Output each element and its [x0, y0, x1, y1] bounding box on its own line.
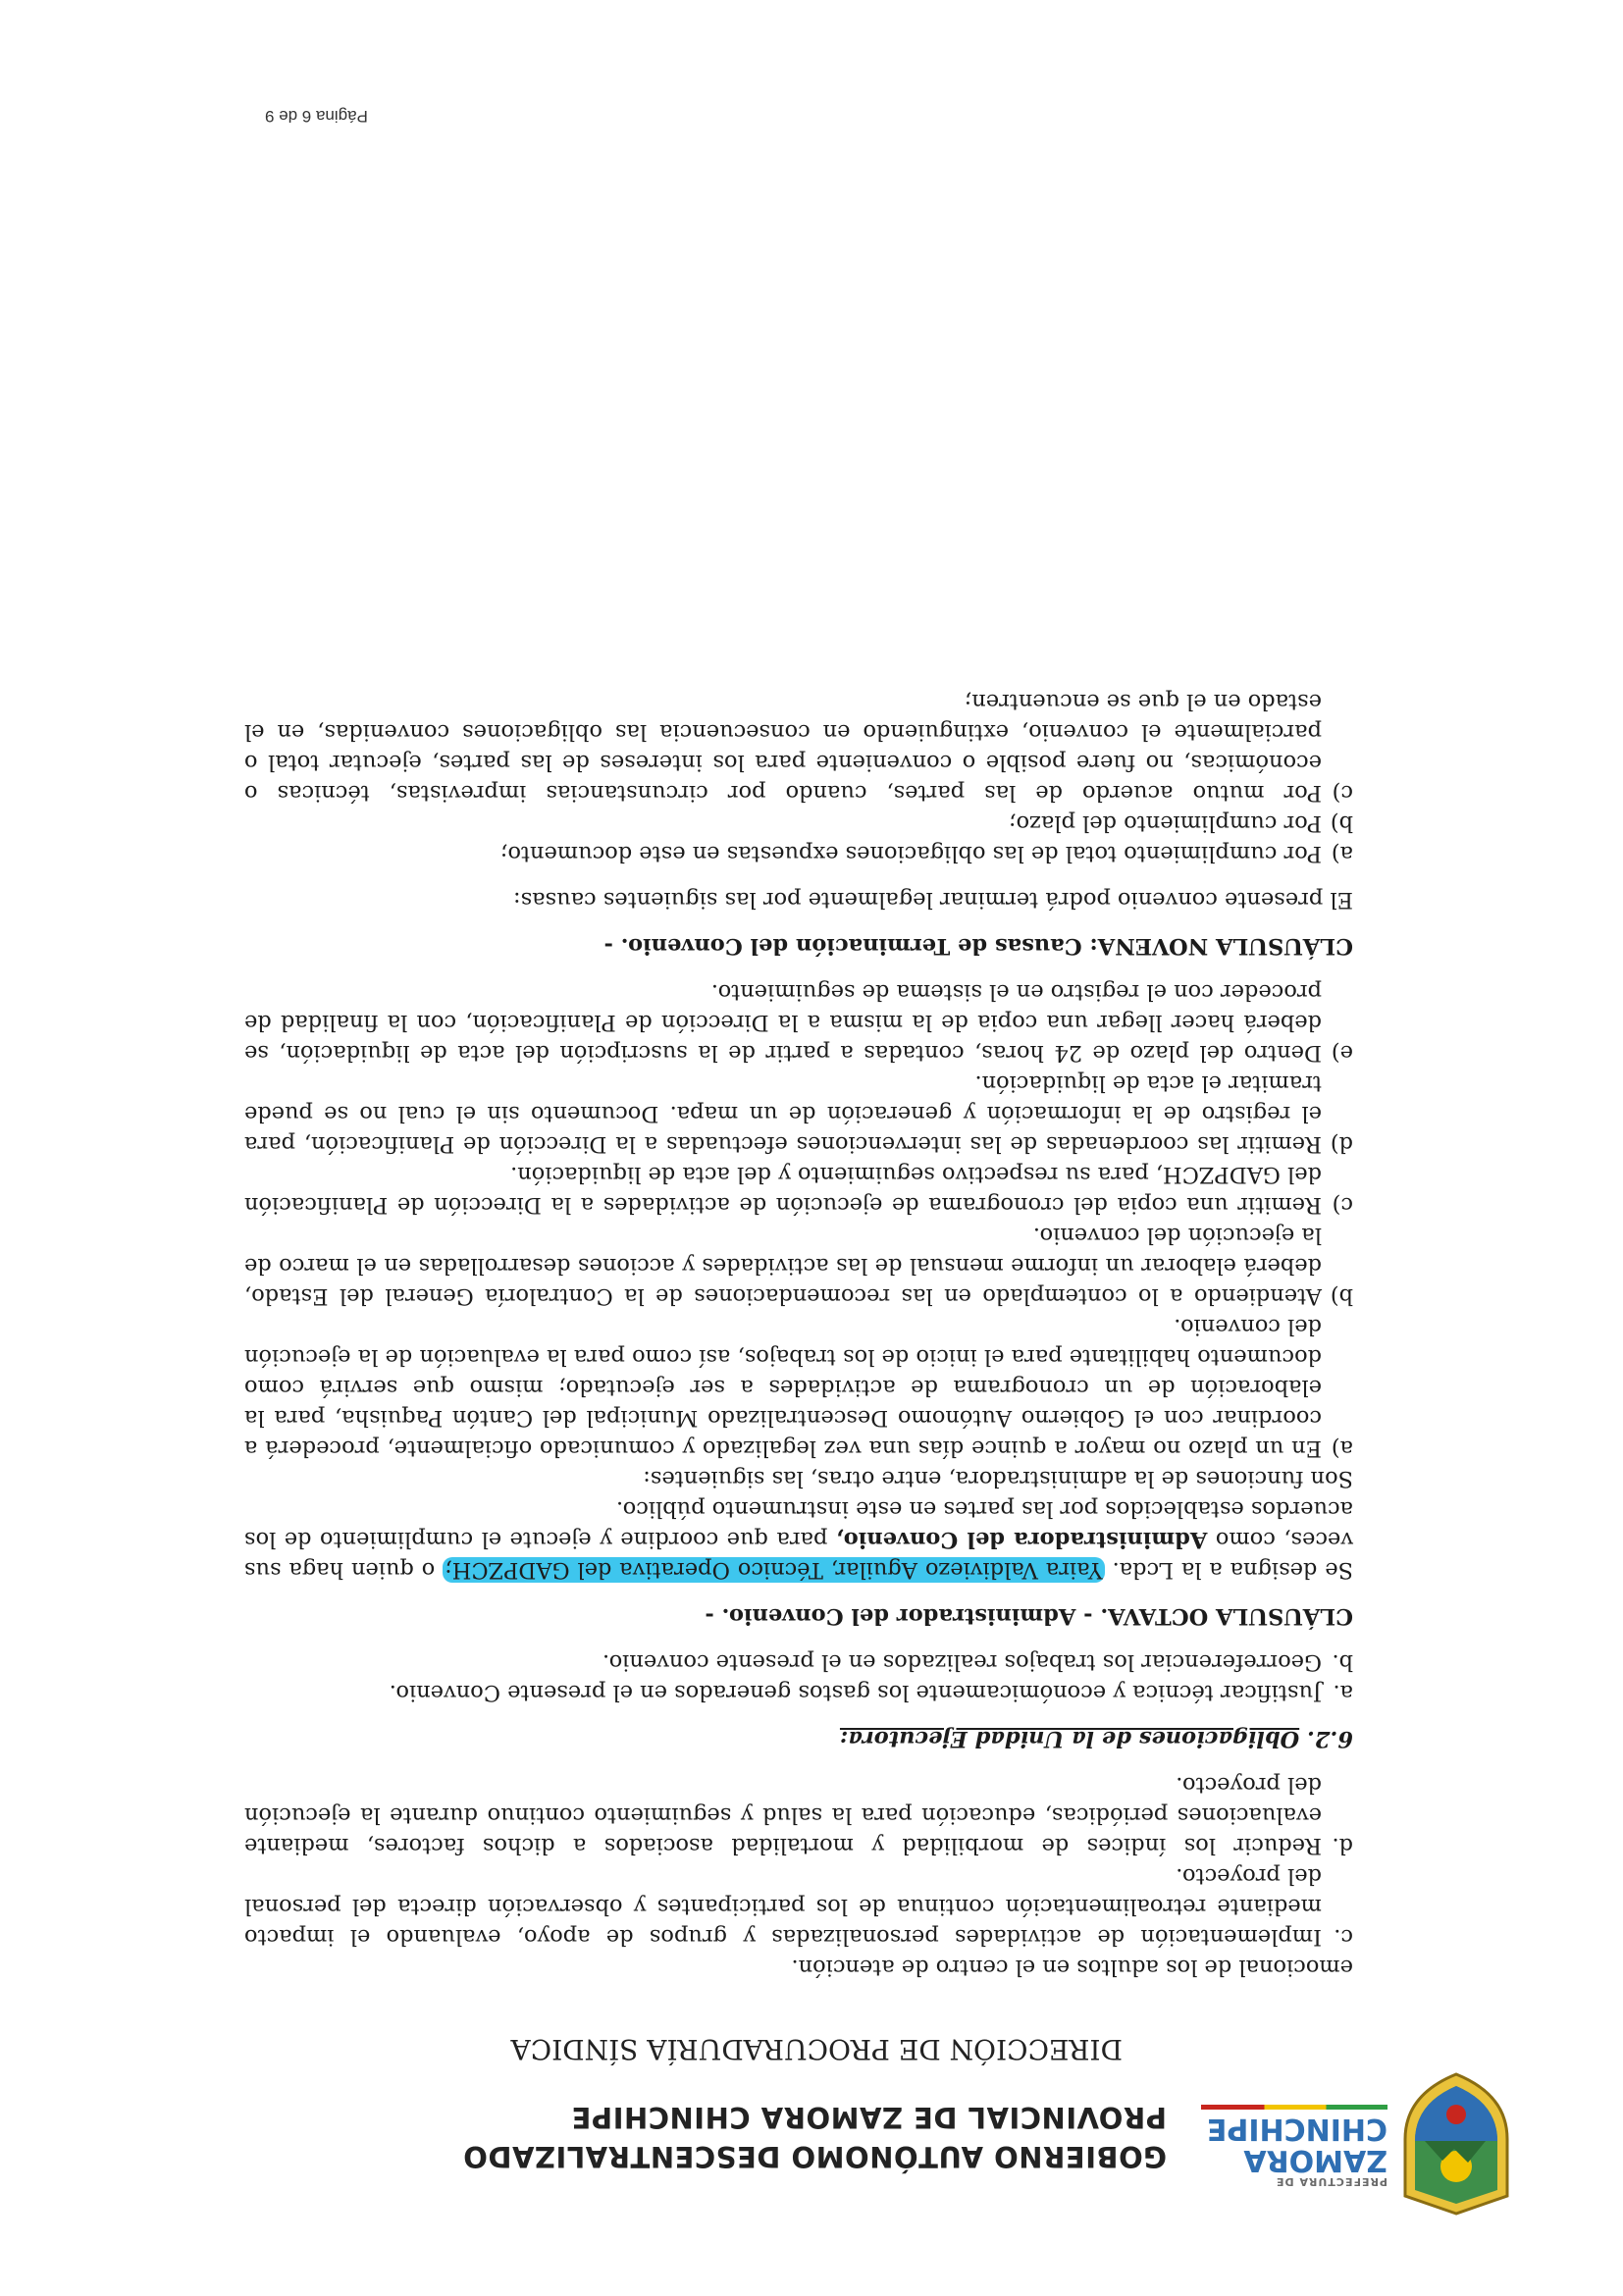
list-text: En un plazo no mayor a quince días una vez legalizado y comunicado oficialmente, procederá a coordinar con el Gobierno Autónomo Descentralizado Municipal del Cantón Paquisha, para la elaboración de un cronograma de actividades a ser ejecutado; mismo que servirá como documento habilitante para el inicio de los trabajos, así como para la evaluación de la ejecución del convenio. [244, 1314, 1322, 1461]
section-number: 6.2. [1307, 1726, 1353, 1751]
clause-8-text-c: para que coordine y ejecute el cumplimiento de los acuerdos establecidos por las partes en este instrumento público. [244, 1496, 1353, 1552]
list-text: Por mutuo acuerdo de las partes, cuando por circunstancias imprevistas, técnicas o económicas, no fuere posible o conveniente para los intereses de las partes, ejecutar total o parcialmente el convenio, extinguiendo en consecuencia las obligaciones convenidas, en el estado en el que se encuentren; [244, 689, 1322, 806]
prefecture-logo-text [1181, 2105, 1387, 2188]
clause-8-text-b: o quien haga sus veces, como [243, 1527, 1353, 1583]
organization-title-line-2: PROVINCIAL DE ZAMORA CHINCHIPE [571, 2101, 1167, 2134]
clause-9-intro: El presente convenio podrá terminar legalmente por las siguientes causas: [513, 887, 1353, 913]
obligation-item-b [244, 1646, 1353, 1677]
logo-small-text: PREFECTURA DE [1275, 2175, 1387, 2188]
list-label: d. [1332, 1833, 1353, 1858]
list-text: Por cumplimiento del plazo; [1008, 810, 1322, 836]
logo-color-bar [1201, 2105, 1387, 2110]
list-text: Remitir una copia del cronograma de ejecución de actividades a la Dirección de Planificación del GADPZCH, para su respectivo seguimiento y del acta de liquidación. [244, 1162, 1322, 1218]
list-label: b) [1330, 810, 1353, 836]
function-item-e [244, 976, 1353, 1068]
logo-line-1: ZAMORA [1243, 2143, 1387, 2177]
list-label: d) [1330, 1131, 1353, 1157]
list-text: Implementación de actividades personalizadas y grupos de apoyo, evaluando el impacto mediante retroalimentación continua de los participantes y observación directa del personal del proyecto. [244, 1863, 1322, 1950]
list-label: c) [1332, 1192, 1353, 1218]
clause-8-text-a: Se designa a la Lcda. [1104, 1557, 1353, 1583]
paragraph-continuation: emocional de los adultos en el centro de atención. [791, 1955, 1353, 1980]
clause-8-functions-intro: Son funciones de la administradora, entre otras, las siguientes: [643, 1466, 1353, 1491]
list-text: Remitir las coordenadas de las intervenciones efectuadas a la Dirección de Planificación, para el registro de la información y generación de un mapa. Documento sin el cual no se puede tramitar el acta de liquidación. [244, 1070, 1322, 1157]
termination-item-c [244, 686, 1353, 808]
highlighted-administrator-name: Yaira Valdiviezo Aguilar, Técnico Operativa del GADPZCH; [445, 1557, 1103, 1583]
section-title: Obligaciones de la Unidad Ejecutora: [839, 1726, 1300, 1751]
organization-title [284, 2098, 1167, 2176]
function-item-b [244, 1220, 1353, 1311]
list-text: Dentro del plazo de 24 horas, contadas a partir de la suscripción del acta de liquidación, se deberá hacer llegar una copia de la misma a la Dirección de Planificación, con la finalidad de proceder con el registro en el sistema de seguimiento. [244, 979, 1322, 1066]
obligation-item-a [244, 1677, 1353, 1707]
function-item-d [244, 1068, 1353, 1159]
administrator-role: Administradora del Convenio, [835, 1527, 1208, 1552]
list-text: Justificar técnica y económicamente los gastos generados en el presente Convenio. [389, 1680, 1322, 1705]
function-item-c [244, 1159, 1353, 1220]
document-body [244, 686, 1353, 1982]
clause-8-title: CLÁUSULA OCTAVA. - Administrador del Convenio. - [705, 1603, 1353, 1629]
clause-8-paragraph [244, 1493, 1353, 1585]
list-label: c. [1334, 1924, 1353, 1950]
termination-item-a [244, 838, 1353, 868]
letterhead [102, 2002, 1515, 2227]
list-label: c) [1332, 780, 1353, 806]
function-item-a [244, 1311, 1353, 1463]
list-label: a) [1331, 1435, 1353, 1461]
organization-title-line-1: GOBIERNO AUTÓNOMO DESCENTRALIZADO [462, 2140, 1167, 2173]
list-label: e) [1331, 1040, 1353, 1066]
clause-9-title: CLÁUSULA NOVENA: Causas de Terminación del Convenio. - [603, 933, 1353, 959]
list-text: Reducir los índices de morbilidad y mortalidad asociados a dichos factores, mediante evaluaciones periódicas, educación para la salud y seguimiento continuo durante la ejecución del proyecto. [244, 1772, 1322, 1858]
list-item-c [244, 1860, 1353, 1952]
list-label: b. [1332, 1649, 1353, 1675]
list-label: b) [1330, 1283, 1353, 1309]
page-number: Página 6 de 9 [265, 107, 368, 126]
prefecture-shield-icon [1397, 2070, 1515, 2218]
termination-item-b [244, 808, 1353, 838]
logo-line-2: CHINCHIPE [1206, 2112, 1387, 2146]
list-item-d [244, 1769, 1353, 1860]
section-heading-6-2 [244, 1723, 1353, 1753]
list-label: a. [1333, 1680, 1353, 1705]
list-text: Por cumplimiento total de las obligaciones expuestas en este documento; [499, 841, 1322, 866]
list-text: Atendiendo a lo contemplado en las recomendaciones de la Contraloría General del Estado, deberá elaborar un informe mensual de las actividades y acciones desarrolladas en el marco de la ejecución del convenio. [244, 1223, 1322, 1309]
list-label: a) [1331, 841, 1353, 866]
list-text: Georreferenciar los trabajos realizados en el presente convenio. [602, 1649, 1322, 1675]
department-title: DIRECCIÓN DE PROCURADURÍA SÍNDICA [510, 2033, 1123, 2065]
